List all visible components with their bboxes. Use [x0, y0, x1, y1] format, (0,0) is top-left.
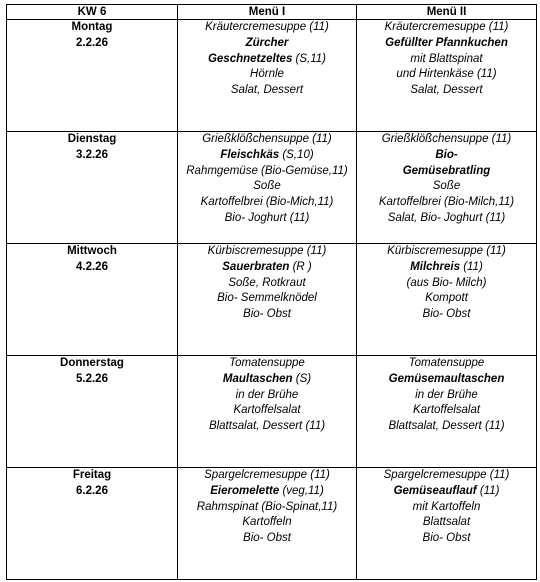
dish-text: Geschnetzeltes	[207, 52, 293, 65]
menu2-cell	[357, 468, 537, 580]
dish-line	[357, 195, 536, 211]
dish-text: in der Brühe	[235, 388, 299, 401]
dish-line	[357, 515, 536, 531]
menu1-cell	[178, 468, 357, 580]
dish-text: Bio- Obst	[422, 532, 471, 545]
dish-line	[357, 20, 536, 36]
dish-text: Sauerbraten	[222, 260, 290, 273]
dish-text: Bio- Obst	[422, 308, 471, 321]
dish-line	[178, 164, 356, 180]
dish-text: Kürbiscremesuppe (11)	[387, 245, 506, 257]
dish-line	[357, 356, 536, 372]
dish-text: Gemüsebratling	[402, 164, 491, 177]
dish-text: Soße	[253, 180, 281, 193]
dish-line	[178, 515, 356, 531]
dish-line	[178, 179, 356, 195]
dish-text: Eieromelette	[210, 484, 280, 497]
dish-name	[178, 36, 356, 52]
dish-line	[357, 291, 536, 307]
menu2-cell	[357, 132, 537, 244]
menu2-cell	[357, 356, 537, 468]
menu1-cell	[178, 244, 357, 356]
dish-text: Kartoffeln	[242, 516, 292, 529]
dish-text: Kräutercremesuppe (11)	[205, 21, 329, 33]
dish-text: Tomatensuppe	[408, 357, 485, 369]
dish-text: Bio- Obst	[243, 308, 291, 321]
dish-text: Grießklößchensuppe (11)	[381, 133, 512, 145]
day-name: Freitag	[72, 469, 112, 481]
dish-text: Hörnle	[250, 68, 284, 81]
dish-line	[357, 276, 536, 292]
dish-text: Zürcher	[245, 36, 289, 49]
dish-text: Kartoffelsalat	[412, 404, 481, 417]
dish-text: Rahmgemüse (Bio-Gemüse,11)	[186, 164, 348, 177]
dish-name	[357, 484, 536, 500]
dish-note: (veg,11)	[279, 484, 324, 497]
dish-text: Soße	[432, 180, 461, 193]
menu1-header: Menü I	[178, 5, 357, 20]
dish-text: Kompott	[425, 292, 468, 305]
menu2-cell	[357, 20, 537, 132]
dish-text: Blattsalat, Dessert (11)	[388, 420, 505, 433]
menu1-cell	[178, 356, 357, 468]
menu2-header: Menü II	[357, 5, 537, 20]
dish-text: (aus Bio- Milch)	[406, 276, 487, 289]
dish-line	[357, 211, 536, 227]
dish-line	[357, 419, 536, 435]
dish-text: Blattsalat	[422, 516, 471, 529]
dish-line	[178, 468, 356, 484]
dish-text: Spargelcremesuppe (11)	[204, 469, 330, 481]
dish-line	[178, 531, 356, 547]
dish-line	[357, 307, 536, 323]
dish-name	[357, 148, 536, 164]
dish-text: Tomatensuppe	[229, 357, 305, 369]
dish-note: (11)	[476, 484, 500, 497]
dish-text: Milchreis	[410, 260, 461, 273]
dish-text: Gemüsemaultaschen	[388, 372, 505, 385]
dish-name	[357, 260, 536, 276]
dish-text: und Hirtenkäse (11)	[396, 68, 497, 81]
dish-text: Bio-	[435, 148, 458, 161]
dish-line	[178, 83, 356, 99]
day-date: 5.2.26	[76, 372, 108, 385]
dish-name	[178, 484, 356, 500]
dish-text: Salat, Bio- Joghurt (11)	[387, 211, 506, 224]
day-name: Dienstag	[67, 133, 117, 145]
day-row	[7, 132, 537, 244]
day-cell	[7, 468, 178, 580]
day-cell	[7, 356, 178, 468]
menu1-cell	[178, 20, 357, 132]
dish-line	[178, 132, 356, 148]
dish-text: Salat, Dessert	[410, 84, 483, 97]
dish-text: Fleischkäs	[220, 148, 280, 161]
header-row	[7, 5, 537, 20]
dish-text: Soße, Rotkraut	[228, 276, 306, 289]
dish-line	[178, 356, 356, 372]
dish-line	[178, 307, 356, 323]
day-cell	[7, 244, 178, 356]
dish-text: mit Blattspinat	[410, 52, 483, 65]
dish-line	[357, 67, 536, 83]
dish-line	[357, 179, 536, 195]
dish-text: Kürbiscremesuppe (11)	[207, 245, 327, 257]
dish-line	[178, 388, 356, 404]
day-cell	[7, 20, 178, 132]
menu2-cell	[357, 244, 537, 356]
day-name: Mittwoch	[67, 245, 117, 257]
dish-text: mit Kartoffeln	[412, 500, 481, 513]
dish-line	[178, 500, 356, 516]
dish-name	[357, 372, 536, 388]
dish-text: Gemüseauflauf	[393, 484, 477, 497]
dish-text: Maultaschen	[222, 372, 293, 385]
dish-line	[357, 244, 536, 260]
day-row	[7, 356, 537, 468]
dish-line	[178, 291, 356, 307]
dish-note: (11)	[460, 260, 483, 273]
day-date: 4.2.26	[76, 260, 108, 273]
dish-line	[357, 403, 536, 419]
dish-line	[357, 388, 536, 404]
dish-text: Grießklößchensuppe (11)	[202, 133, 332, 145]
dish-name	[178, 372, 356, 388]
dish-text: Spargelcremesuppe (11)	[383, 469, 510, 481]
dish-text: Bio- Semmelknödel	[217, 292, 317, 305]
dish-text: Bio- Obst	[243, 532, 291, 545]
day-date: 6.2.26	[76, 484, 108, 497]
day-name: Montag	[71, 21, 113, 33]
dish-text: Salat, Dessert	[230, 84, 304, 97]
dish-name	[178, 148, 356, 164]
dish-line	[178, 20, 356, 36]
day-row	[7, 468, 537, 580]
menu-body	[7, 20, 537, 580]
dish-name	[178, 260, 356, 276]
dish-name	[357, 36, 536, 52]
dish-note: (R )	[289, 260, 312, 273]
day-row	[7, 244, 537, 356]
dish-line	[178, 419, 356, 435]
dish-line	[357, 531, 536, 547]
dish-line	[357, 468, 536, 484]
dish-note: (S,11)	[292, 52, 327, 65]
dish-line	[357, 132, 536, 148]
menu1-cell	[178, 132, 357, 244]
dish-text: Kräutercremesuppe (11)	[384, 21, 509, 33]
dish-line	[178, 403, 356, 419]
dish-text: Blattsalat, Dessert (11)	[208, 420, 326, 433]
weekly-menu-table	[6, 4, 537, 580]
dish-note: (S,10)	[279, 148, 314, 161]
dish-text: Bio- Joghurt (11)	[224, 211, 310, 224]
dish-line	[357, 52, 536, 68]
dish-name	[178, 52, 356, 68]
day-name: Donnerstag	[60, 357, 124, 369]
dish-text: Kartoffelbrei (Bio-Milch,11)	[378, 196, 515, 209]
dish-line	[178, 276, 356, 292]
dish-text: Kartoffelbrei (Bio-Mich,11)	[200, 196, 334, 209]
dish-line	[357, 83, 536, 99]
dish-text: Gefüllter Pfannkuchen	[385, 36, 508, 49]
day-row	[7, 20, 537, 132]
dish-line	[178, 244, 356, 260]
dish-text: Rahmspinat (Bio-Spinat,11)	[196, 500, 338, 513]
dish-text: Kartoffelsalat	[233, 404, 301, 417]
dish-text: in der Brühe	[415, 388, 478, 401]
dish-line	[178, 195, 356, 211]
week-header: KW 6	[7, 5, 178, 20]
dish-line	[178, 211, 356, 227]
dish-name	[357, 164, 536, 180]
day-cell	[7, 132, 178, 244]
dish-line	[357, 500, 536, 516]
day-date: 3.2.26	[76, 148, 108, 161]
dish-line	[178, 67, 356, 83]
day-date: 2.2.26	[76, 36, 108, 49]
dish-note: (S)	[292, 372, 312, 385]
